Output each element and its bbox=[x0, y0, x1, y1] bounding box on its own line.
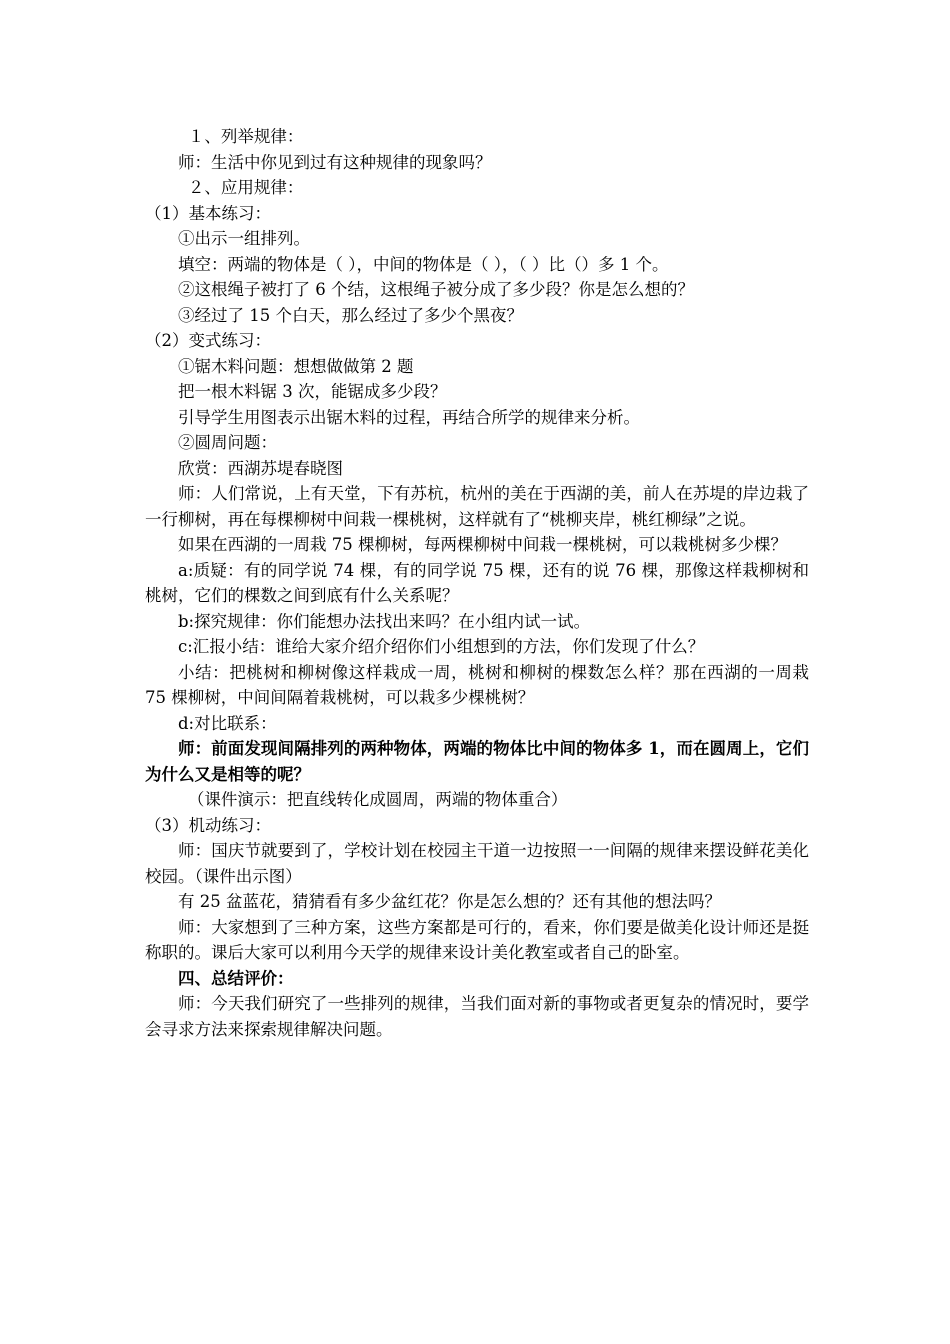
paragraph: （课件演示：把直线转化成圆周，两端的物体重合） bbox=[187, 790, 568, 809]
paragraph: 师：国庆节就要到了，学校计划在校园主干道一边按照一一间隔的规律来摆设鲜花美化校园。（课件出示图） bbox=[145, 841, 809, 886]
paragraph: ②圆周问题： bbox=[178, 433, 277, 452]
paragraph: 师：生活中你见到过有这种规律的现象吗？ bbox=[178, 152, 492, 172]
paragraph: ①锯木料问题：想想做做第 2 题 bbox=[178, 356, 414, 376]
paragraph: 小结：把桃树和柳树像这样栽成一周，桃树和柳树的棵数怎么样？那在西湖的一周栽 75 棵柳树，中间间隔着栽桃树，可以栽多少棵桃树？ bbox=[145, 662, 809, 707]
subheading-flexible-practice: （3）机动练习： bbox=[145, 815, 271, 835]
bold-paragraph: 师：前面发现间隔排列的两种物体，两端的物体比中间的物体多 1，而在圆周上，它们为什么又是相等的呢？ bbox=[145, 739, 809, 784]
paragraph: a:质疑：有的同学说 74 棵，有的同学说 75 棵，还有的说 76 棵，那像这样栽柳树和桃树，它们的棵数之间到底有什么关系呢？ bbox=[145, 560, 809, 605]
paragraph: 有 25 盆蓝花，猜猜看有多少盆红花？你是怎么想的？还有其他的想法吗？ bbox=[178, 892, 721, 911]
document-body bbox=[145, 124, 809, 1042]
subheading-basic-practice: （1）基本练习： bbox=[145, 203, 271, 223]
paragraph: 师：人们常说，上有天堂，下有苏杭，杭州的美在于西湖的美，前人在苏堤的岸边栽了一行柳树，再在每棵柳树中间栽一棵桃树，这样就有了“桃柳夹岸，桃红柳绿”之说。 bbox=[145, 484, 809, 529]
paragraph: d:对比联系： bbox=[178, 713, 277, 733]
subheading-variant-practice: （2）变式练习： bbox=[145, 331, 271, 350]
paragraph: b:探究规律：你们能想办法找出来吗？在小组内试一试。 bbox=[178, 611, 591, 631]
paragraph: 欣赏：西湖苏堤春晓图 bbox=[178, 458, 343, 478]
paragraph: 师：大家想到了三种方案，这些方案都是可行的，看来，你们要是做美化设计师还是挺称职的。课后大家可以利用今天学的规律来设计美化教室或者自己的卧室。 bbox=[145, 917, 809, 962]
paragraph: 师：今天我们研究了一些排列的规律，当我们面对新的事物或者更复杂的情况时，要学会寻求方法来探索规律解决问题。 bbox=[145, 994, 809, 1039]
paragraph: 引导学生用图表示出锯木料的过程，再结合所学的规律来分析。 bbox=[178, 407, 640, 427]
paragraph: ②这根绳子被打了 6 个结，这根绳子被分成了多少段？你是怎么想的？ bbox=[178, 280, 694, 299]
section-heading-list-rules: １、列举规律： bbox=[187, 127, 304, 146]
paragraph: c:汇报小结：谁给大家介绍介绍你们小组想到的方法，你们发现了什么？ bbox=[178, 637, 705, 656]
paragraph: ③经过了 15 个白天，那么经过了多少个黑夜？ bbox=[178, 305, 523, 325]
paragraph: 把一根木料锯 3 次，能锯成多少段？ bbox=[178, 382, 447, 401]
section-heading-summary: 四、总结评价： bbox=[178, 968, 294, 988]
paragraph: ①出示一组排列。 bbox=[178, 229, 310, 248]
paragraph: 如果在西湖的一周栽 75 棵柳树，每两棵柳树中间栽一棵桃树，可以栽桃树多少棵？ bbox=[178, 535, 787, 554]
paragraph: 填空：两端的物体是（ ），中间的物体是（ ），（ ）比（）多 1 个。 bbox=[178, 254, 669, 274]
section-heading-apply-rules: ２、应用规律： bbox=[187, 178, 304, 197]
